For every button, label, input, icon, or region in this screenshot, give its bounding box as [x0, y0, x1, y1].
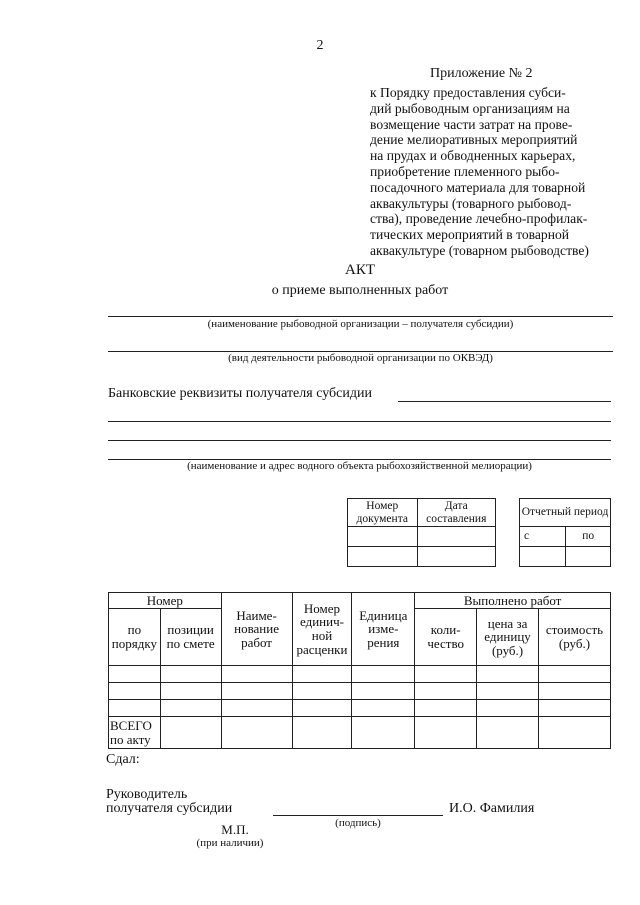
- table-cell[interactable]: [538, 666, 610, 683]
- appendix-line: дий рыбоводным организациям на: [370, 100, 570, 116]
- appendix-text: [370, 85, 620, 259]
- period-header: Отчетный период: [520, 499, 611, 527]
- doc-number-cell[interactable]: [348, 527, 418, 547]
- table-cell[interactable]: [160, 666, 221, 683]
- table-cell[interactable]: [109, 666, 161, 683]
- total-cell[interactable]: [160, 717, 221, 749]
- table-cell[interactable]: [160, 683, 221, 700]
- org-name-line[interactable]: [108, 316, 613, 317]
- period-from-cell[interactable]: [520, 547, 566, 567]
- table-cell[interactable]: [352, 683, 415, 700]
- period-table: [519, 498, 611, 567]
- estimate-position-header: позиции по смете: [160, 609, 221, 666]
- table-cell[interactable]: [292, 683, 352, 700]
- total-cell[interactable]: [221, 717, 292, 749]
- bank-line-2[interactable]: [108, 421, 611, 422]
- signature-caption: (подпись): [335, 817, 381, 829]
- handed-label: Сдал:: [106, 752, 140, 767]
- done-group-header: Выполнено работ: [415, 593, 611, 609]
- period-to-cell[interactable]: [566, 547, 611, 567]
- table-cell[interactable]: [292, 666, 352, 683]
- unit-header: Единица изме-рения: [352, 593, 415, 666]
- doc-date-cell[interactable]: [417, 547, 496, 567]
- table-cell[interactable]: [415, 700, 477, 717]
- appendix-line: аквакультуры (товарного рыбовод-: [370, 195, 572, 211]
- appendix-line: дение мелиоративных мероприятий: [370, 132, 578, 148]
- appendix-line: аквакультуре (товарном рыбоводстве): [370, 242, 589, 258]
- table-cell[interactable]: [352, 666, 415, 683]
- table-cell[interactable]: [477, 666, 539, 683]
- water-object-caption: (наименование и адрес водного объекта рыбохозяйственной мелиорации): [187, 460, 532, 472]
- table-cell[interactable]: [221, 683, 292, 700]
- head-label-line1: Руководитель: [106, 787, 188, 802]
- table-cell[interactable]: [109, 700, 161, 717]
- work-name-header: Наиме-нование работ: [221, 593, 292, 666]
- appendix-line: возмещение части затрат на прове-: [370, 116, 573, 132]
- act-subtitle: о приеме выполненных работ: [271, 283, 449, 298]
- table-cell[interactable]: [352, 700, 415, 717]
- period-from[interactable]: с: [520, 527, 566, 547]
- signer-name: И.О. Фамилия: [449, 801, 535, 816]
- table-cell[interactable]: [477, 683, 539, 700]
- org-name-caption: (наименование рыбоводной организации – получателя субсидии): [207, 318, 514, 330]
- activity-caption: (вид деятельности рыбоводной организации по ОКВЭД): [228, 352, 493, 364]
- doc-number-header: Номер документа: [348, 499, 418, 527]
- table-cell[interactable]: [538, 700, 610, 717]
- appendix-line: тических мероприятий в товарной: [370, 227, 570, 243]
- doc-number-cell[interactable]: [348, 547, 418, 567]
- bank-line-1[interactable]: [398, 401, 611, 402]
- signature-line[interactable]: [273, 815, 443, 816]
- order-number-header: по порядку: [109, 609, 161, 666]
- bank-label: Банковские реквизиты получателя субсидии: [108, 386, 372, 401]
- unit-price-number-header: Номер единич-ной расценки: [292, 593, 352, 666]
- table-cell[interactable]: [109, 683, 161, 700]
- appendix-line: посадочного материала для товарной: [370, 179, 586, 195]
- total-label: ВСЕГО по акту: [109, 717, 161, 749]
- table-cell[interactable]: [160, 700, 221, 717]
- total-cell[interactable]: [292, 717, 352, 749]
- appendix-line: ства), проведение лечебно-профилак-: [370, 211, 588, 227]
- seal-label: М.П.: [221, 822, 249, 837]
- table-cell[interactable]: [221, 700, 292, 717]
- doc-date-cell[interactable]: [417, 527, 496, 547]
- cost-header: стоимость (руб.): [538, 609, 610, 666]
- total-cell[interactable]: [477, 717, 539, 749]
- page-number: 2: [316, 38, 324, 53]
- table-cell[interactable]: [538, 683, 610, 700]
- appendix-title: Приложение № 2: [430, 66, 533, 81]
- bank-line-3[interactable]: [108, 440, 611, 441]
- table-cell[interactable]: [415, 683, 477, 700]
- seal-note: (при наличии): [196, 837, 264, 849]
- number-group-header: Номер: [109, 593, 222, 609]
- appendix-line: к Порядку предоставления субси-: [370, 85, 566, 100]
- table-cell[interactable]: [415, 666, 477, 683]
- appendix-line: на прудах и обводненных карьерах,: [370, 148, 576, 164]
- head-label-line2: получателя субсидии: [106, 801, 233, 816]
- unit-price-header: цена за единицу (руб.): [477, 609, 539, 666]
- total-cell[interactable]: [538, 717, 610, 749]
- document-table: [347, 498, 496, 567]
- works-table: [108, 592, 611, 749]
- act-title: АКТ: [345, 262, 375, 278]
- period-to[interactable]: по: [566, 527, 611, 547]
- total-cell[interactable]: [415, 717, 477, 749]
- appendix-line: приобретение племенного рыбо-: [370, 163, 560, 179]
- quantity-header: коли-чество: [415, 609, 477, 666]
- total-cell[interactable]: [352, 717, 415, 749]
- table-cell[interactable]: [477, 700, 539, 717]
- doc-date-header: Дата составления: [417, 499, 496, 527]
- table-cell[interactable]: [221, 666, 292, 683]
- table-cell[interactable]: [292, 700, 352, 717]
